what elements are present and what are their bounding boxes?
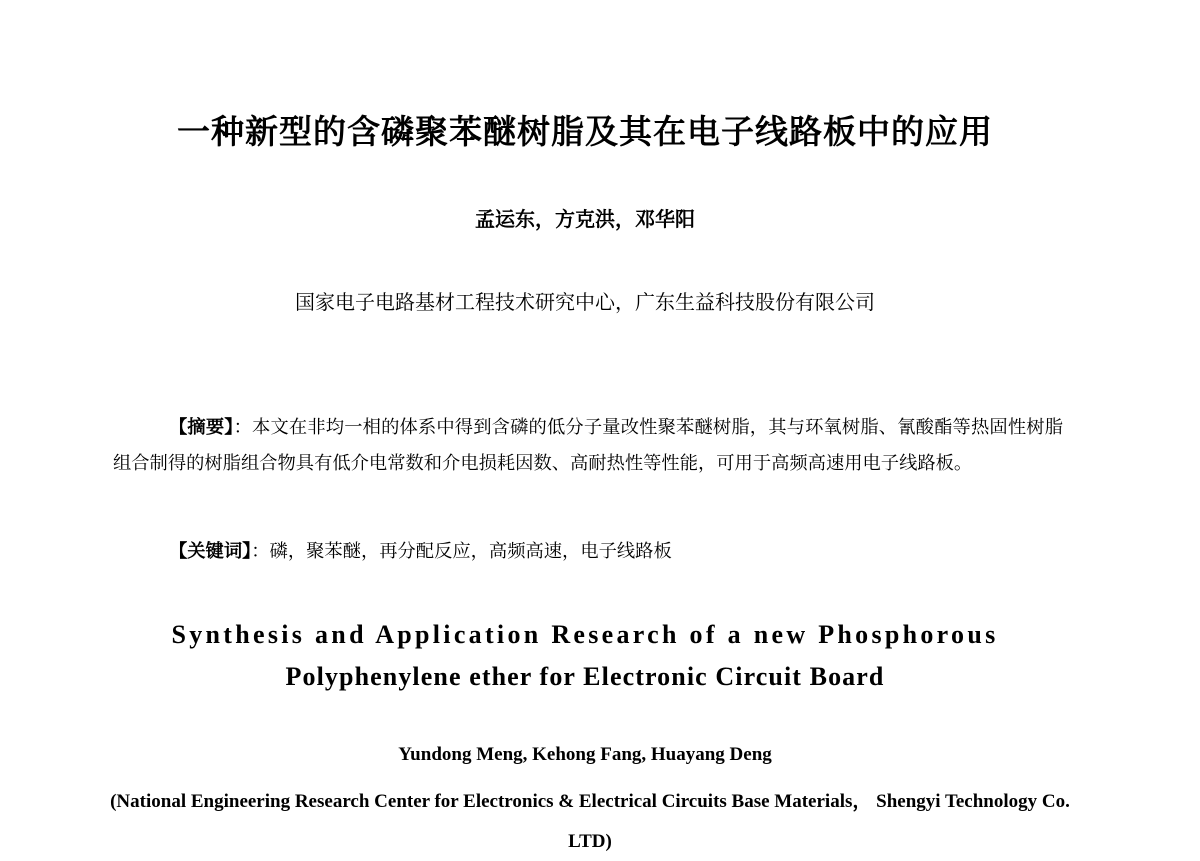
english-affiliation: (National Engineering Research Center for Electronics & Electrical Circuits Base Materials， Shengyi Technology Co. LTD) — [110, 791, 1070, 852]
keywords-text: ：磷，聚苯醚，再分配反应，高频高速，电子线路板 — [251, 541, 672, 562]
chinese-title: 一种新型的含磷聚苯醚树脂及其在电子线路板中的应用 — [177, 112, 993, 151]
english-title-line-1: Synthesis and Application Research of a new Phosphorous — [171, 620, 999, 649]
chinese-abstract — [113, 410, 1063, 482]
abstract-label: 【摘要】 — [169, 417, 234, 438]
chinese-authors: 孟运东，方克洪，邓华阳 — [475, 207, 695, 231]
english-title — [100, 614, 1070, 698]
chinese-affiliation: 国家电子电路基材工程技术研究中心，广东生益科技股份有限公司 — [295, 290, 875, 314]
english-title-line-2: Polyphenylene ether for Electronic Circuit Board — [285, 662, 885, 691]
english-authors: Yundong Meng, Kehong Fang, Huayang Deng — [398, 744, 772, 765]
abstract-text: ：本文在非均一相的体系中得到含磷的低分子量改性聚苯醚树脂，其与环氧树脂、氰酸酯等热固性树脂组合制得的树脂组合物具有低介电常数和介电损耗因数、高耐热性等性能，可用于高频高速用电子线路板。 — [113, 417, 1063, 474]
keywords-label: 【关键词】 — [169, 541, 252, 562]
chinese-keywords — [169, 537, 1069, 567]
